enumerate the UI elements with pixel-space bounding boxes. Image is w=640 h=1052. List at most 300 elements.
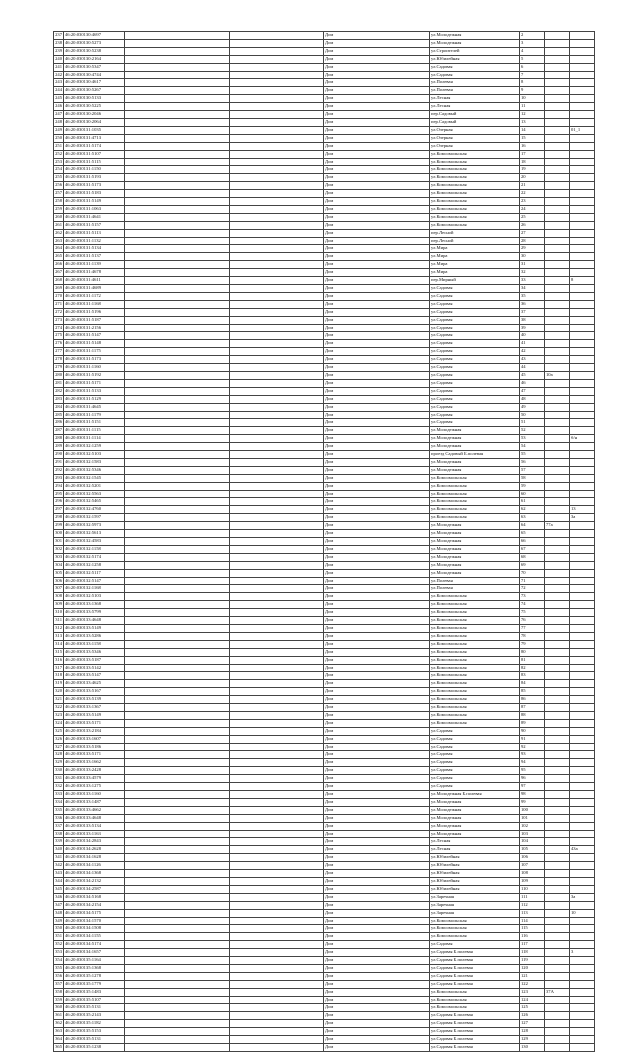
street: ул.Садовая: [430, 411, 520, 419]
house-number: 59: [520, 482, 545, 490]
extra-cell: [545, 95, 570, 103]
note-cell: [570, 166, 595, 174]
blank-cell: [125, 237, 230, 245]
blank-cell: [125, 364, 230, 372]
cadastral-number: 46:20:030131:1115: [64, 427, 125, 435]
extra-cell: [545, 324, 570, 332]
blank-cell: [230, 862, 324, 870]
street: ул.Строителей: [430, 47, 520, 55]
table-row: [54, 213, 595, 221]
house-number: 55: [520, 451, 545, 459]
note-cell: [570, 490, 595, 498]
blank-cell: [230, 949, 324, 957]
note-cell: [570, 538, 595, 546]
street: ул.Садовая: [430, 71, 520, 79]
note-cell: [570, 118, 595, 126]
extra-cell: [545, 379, 570, 387]
house-number: 105: [520, 846, 545, 854]
cadastral-number: 46:20:030130:2164: [64, 55, 125, 63]
blank-cell: [125, 166, 230, 174]
table-row: [54, 885, 595, 893]
cadastral-number: 46:20:030134:2843: [64, 838, 125, 846]
house-number: 129: [520, 1036, 545, 1044]
blank-cell: [230, 561, 324, 569]
house-number: 7: [520, 71, 545, 79]
object-type: Дом: [324, 522, 430, 530]
note-cell: [570, 292, 595, 300]
object-type: Дом: [324, 300, 430, 308]
blank-cell: [230, 245, 324, 253]
house-number: 39: [520, 324, 545, 332]
house-number: 16: [520, 142, 545, 150]
blank-cell: [125, 229, 230, 237]
row-number: 283: [54, 395, 64, 403]
table-row: [54, 514, 595, 522]
cadastral-number: 46:20:030131:5173: [64, 356, 125, 364]
table-row: [54, 245, 595, 253]
row-number: 318: [54, 672, 64, 680]
house-number: 114: [520, 917, 545, 925]
row-number: 260: [54, 213, 64, 221]
object-type: Дом: [324, 727, 430, 735]
object-type: Дом: [324, 870, 430, 878]
note-cell: [570, 182, 595, 190]
cadastral-number: 46:20:030133:5139: [64, 696, 125, 704]
table-row: [54, 711, 595, 719]
object-type: Дом: [324, 32, 430, 40]
cadastral-number: 46:20:030131:4641: [64, 213, 125, 221]
row-number: 307: [54, 585, 64, 593]
blank-cell: [230, 632, 324, 640]
house-number: 17: [520, 150, 545, 158]
row-number: 313: [54, 632, 64, 640]
row-number: 254: [54, 166, 64, 174]
blank-cell: [230, 1028, 324, 1036]
house-number: 102: [520, 822, 545, 830]
cadastral-number: 46:20:030131:5113: [64, 229, 125, 237]
row-number: 316: [54, 656, 64, 664]
street: пер.Садовый: [430, 118, 520, 126]
object-type: Дом: [324, 553, 430, 561]
house-number: 74: [520, 601, 545, 609]
extra-cell: [545, 198, 570, 206]
object-type: Дом: [324, 458, 430, 466]
table-row: [54, 324, 595, 332]
cadastral-number: 46:20:030135:1278: [64, 972, 125, 980]
row-number: 258: [54, 198, 64, 206]
blank-cell: [230, 103, 324, 111]
cadastral-number: 46:20:030132:1583: [64, 458, 125, 466]
row-number: 269: [54, 285, 64, 293]
object-type: Дом: [324, 182, 430, 190]
cadastral-number: 46:20:030132:1597: [64, 514, 125, 522]
table-row: [54, 103, 595, 111]
street: ул.Садовая Б.полевая: [430, 964, 520, 972]
house-number: 109: [520, 877, 545, 885]
street: ул.Садовая: [430, 308, 520, 316]
cadastral-number: 46:20:030131:5196: [64, 308, 125, 316]
street: ул.Молодежная: [430, 569, 520, 577]
cadastral-number: 46:20:030130:5273: [64, 39, 125, 47]
object-type: Дом: [324, 901, 430, 909]
blank-cell: [125, 150, 230, 158]
register-sheet: [53, 31, 594, 1052]
blank-cell: [230, 980, 324, 988]
note-cell: [570, 933, 595, 941]
blank-cell: [125, 95, 230, 103]
cadastral-number: 46:20:030133:5171: [64, 719, 125, 727]
street: ул.Комсомольская: [430, 1004, 520, 1012]
extra-cell: [545, 150, 570, 158]
cadastral-number: 46:20:030133:4662: [64, 806, 125, 814]
street: ул.Лесная: [430, 838, 520, 846]
cadastral-number: 46:20:030133:1160: [64, 791, 125, 799]
note-cell: 3а: [570, 893, 595, 901]
street: ул.Комсомольская: [430, 711, 520, 719]
note-cell: [570, 174, 595, 182]
note-cell: [570, 767, 595, 775]
object-type: Дом: [324, 506, 430, 514]
object-type: Дом: [324, 427, 430, 435]
blank-cell: [230, 498, 324, 506]
cadastral-number: 46:20:030134:1126: [64, 862, 125, 870]
extra-cell: [545, 387, 570, 395]
table-row: [54, 1028, 595, 1036]
cadastral-number: 46:20:030132:1168: [64, 585, 125, 593]
blank-cell: [125, 142, 230, 150]
blank-cell: [230, 419, 324, 427]
house-number: 91: [520, 735, 545, 743]
blank-cell: [230, 47, 324, 55]
blank-cell: [125, 348, 230, 356]
cadastral-number: 46:20:030133:4648: [64, 814, 125, 822]
blank-cell: [125, 569, 230, 577]
table-row: [54, 980, 595, 988]
table-row: [54, 1004, 595, 1012]
street: ул.Садовая: [430, 285, 520, 293]
blank-cell: [230, 783, 324, 791]
note-cell: [570, 601, 595, 609]
house-number: 47: [520, 387, 545, 395]
house-number: 71: [520, 577, 545, 585]
row-number: 308: [54, 593, 64, 601]
note-cell: [570, 664, 595, 672]
street: ул.Садовая: [430, 403, 520, 411]
blank-cell: [125, 696, 230, 704]
note-cell: [570, 640, 595, 648]
extra-cell: [545, 901, 570, 909]
object-type: Дом: [324, 838, 430, 846]
row-number: 305: [54, 569, 64, 577]
extra-cell: [545, 63, 570, 71]
extra-cell: [545, 269, 570, 277]
object-type: Дом: [324, 530, 430, 538]
table-row: [54, 150, 595, 158]
note-cell: 13: [570, 506, 595, 514]
house-number: 31: [520, 261, 545, 269]
row-number: 331: [54, 775, 64, 783]
row-number: 297: [54, 506, 64, 514]
extra-cell: [545, 55, 570, 63]
table-row: [54, 949, 595, 957]
row-number: 246: [54, 103, 64, 111]
blank-cell: [125, 1036, 230, 1044]
cadastral-number: 46:20:030132:5103: [64, 593, 125, 601]
row-number: 364: [54, 1036, 64, 1044]
house-number: 38: [520, 316, 545, 324]
row-number: 285: [54, 411, 64, 419]
object-type: Дом: [324, 474, 430, 482]
house-number: 62: [520, 506, 545, 514]
street: ул.Юбилейная: [430, 55, 520, 63]
row-number: 286: [54, 419, 64, 427]
blank-cell: [125, 134, 230, 142]
blank-cell: [125, 775, 230, 783]
row-number: 309: [54, 601, 64, 609]
blank-cell: [230, 182, 324, 190]
house-number: 23: [520, 198, 545, 206]
extra-cell: [545, 624, 570, 632]
row-number: 266: [54, 261, 64, 269]
note-cell: [570, 150, 595, 158]
street: ул.Молодежная: [430, 427, 520, 435]
row-number: 271: [54, 300, 64, 308]
row-number: 345: [54, 885, 64, 893]
extra-cell: [545, 680, 570, 688]
blank-cell: [230, 435, 324, 443]
extra-cell: [545, 253, 570, 261]
object-type: Дом: [324, 846, 430, 854]
note-cell: [570, 371, 595, 379]
blank-cell: [125, 530, 230, 538]
table-row: [54, 166, 595, 174]
table-row: [54, 118, 595, 126]
extra-cell: 10а: [545, 371, 570, 379]
blank-cell: [230, 822, 324, 830]
blank-cell: [230, 229, 324, 237]
note-cell: [570, 458, 595, 466]
house-number: 19: [520, 166, 545, 174]
cadastral-number: 46:20:030131:5193: [64, 174, 125, 182]
blank-cell: [230, 332, 324, 340]
house-number: 123: [520, 988, 545, 996]
table-row: [54, 32, 595, 40]
extra-cell: [545, 838, 570, 846]
object-type: Дом: [324, 411, 430, 419]
extra-cell: [545, 822, 570, 830]
extra-cell: [545, 783, 570, 791]
row-number: 335: [54, 806, 64, 814]
object-type: Дом: [324, 134, 430, 142]
blank-cell: [125, 688, 230, 696]
object-type: Дом: [324, 213, 430, 221]
blank-cell: [230, 1004, 324, 1012]
house-number: 21: [520, 182, 545, 190]
cadastral-number: 46:20:030134:2628: [64, 846, 125, 854]
cadastral-number: 46:20:030134:5168: [64, 893, 125, 901]
table-row: [54, 134, 595, 142]
row-number: 323: [54, 711, 64, 719]
blank-cell: [230, 316, 324, 324]
cadastral-number: 46:20:030132:5346: [64, 466, 125, 474]
extra-cell: [545, 617, 570, 625]
row-number: 341: [54, 854, 64, 862]
blank-cell: [125, 949, 230, 957]
note-cell: [570, 822, 595, 830]
blank-cell: [230, 743, 324, 751]
extra-cell: [545, 561, 570, 569]
row-number: 359: [54, 996, 64, 1004]
cadastral-number: 46:20:030131:1035: [64, 126, 125, 134]
blank-cell: [230, 1036, 324, 1044]
blank-cell: [125, 798, 230, 806]
row-number: 237: [54, 32, 64, 40]
blank-cell: [125, 972, 230, 980]
street: ул.Молодежная: [430, 553, 520, 561]
row-number: 348: [54, 909, 64, 917]
table-row: [54, 142, 595, 150]
street: ул.Молодежная: [430, 32, 520, 40]
extra-cell: [545, 126, 570, 134]
street: пер.Мирный: [430, 277, 520, 285]
house-number: 99: [520, 798, 545, 806]
row-number: 298: [54, 514, 64, 522]
street: ул.Садовая Б.полевая: [430, 980, 520, 988]
extra-cell: [545, 47, 570, 55]
row-number: 312: [54, 624, 64, 632]
table-row: [54, 806, 595, 814]
cadastral-number: 46:20:030130:2064: [64, 118, 125, 126]
cadastral-number: 46:20:030135:5131: [64, 1036, 125, 1044]
note-cell: [570, 158, 595, 166]
object-type: Дом: [324, 569, 430, 577]
cadastral-number: 46:20:030133:5186: [64, 743, 125, 751]
blank-cell: [230, 514, 324, 522]
street: ул.Садовая: [430, 316, 520, 324]
row-number: 291: [54, 458, 64, 466]
object-type: Дом: [324, 340, 430, 348]
blank-cell: [125, 324, 230, 332]
object-type: Дом: [324, 1028, 430, 1036]
extra-cell: [545, 221, 570, 229]
street: ул.Комсомольская: [430, 617, 520, 625]
cadastral-number: 46:20:030135:1182: [64, 1020, 125, 1028]
object-type: Дом: [324, 988, 430, 996]
object-type: Дом: [324, 277, 430, 285]
blank-cell: [230, 300, 324, 308]
blank-cell: [230, 877, 324, 885]
note-cell: [570, 395, 595, 403]
house-number: 107: [520, 862, 545, 870]
object-type: Дом: [324, 593, 430, 601]
blank-cell: [125, 704, 230, 712]
street: ул.Комсомольская: [430, 221, 520, 229]
street: ул.Садовая: [430, 292, 520, 300]
note-cell: [570, 996, 595, 1004]
blank-cell: [125, 925, 230, 933]
cadastral-number: 46:20:030132:5174: [64, 553, 125, 561]
object-type: Дом: [324, 205, 430, 213]
blank-cell: [230, 617, 324, 625]
house-number: 90: [520, 727, 545, 735]
object-type: Дом: [324, 419, 430, 427]
extra-cell: [545, 545, 570, 553]
extra-cell: [545, 364, 570, 372]
cadastral-number: 46:20:030130:4617: [64, 79, 125, 87]
blank-cell: [230, 277, 324, 285]
note-cell: [570, 87, 595, 95]
cadastral-number: 46:20:030132:5147: [64, 577, 125, 585]
object-type: Дом: [324, 877, 430, 885]
extra-cell: [545, 506, 570, 514]
blank-cell: [125, 458, 230, 466]
note-cell: [570, 466, 595, 474]
house-number: 128: [520, 1028, 545, 1036]
row-number: 306: [54, 577, 64, 585]
house-number: 66: [520, 538, 545, 546]
cadastral-number: 46:20:030131:5137: [64, 253, 125, 261]
note-cell: [570, 885, 595, 893]
note-cell: [570, 561, 595, 569]
row-number: 289: [54, 443, 64, 451]
street: ул.Комсомольская: [430, 640, 520, 648]
table-row: [54, 822, 595, 830]
blank-cell: [125, 941, 230, 949]
extra-cell: [545, 182, 570, 190]
blank-cell: [230, 530, 324, 538]
blank-cell: [230, 95, 324, 103]
extra-cell: [545, 846, 570, 854]
house-number: 130: [520, 1044, 545, 1052]
cadastral-number: 46:20:030132:5563: [64, 490, 125, 498]
table-row: [54, 87, 595, 95]
note-cell: [570, 877, 595, 885]
street: ул.Юбилейная: [430, 862, 520, 870]
blank-cell: [125, 427, 230, 435]
blank-cell: [125, 759, 230, 767]
extra-cell: [545, 775, 570, 783]
row-number: 239: [54, 47, 64, 55]
street: ул.Садовая Б.полевая: [430, 1044, 520, 1052]
house-number: 117: [520, 941, 545, 949]
blank-cell: [125, 593, 230, 601]
row-number: 259: [54, 205, 64, 213]
cadastral-number: 46:20:030134:5174: [64, 941, 125, 949]
street: ул.Мира: [430, 253, 520, 261]
row-number: 295: [54, 490, 64, 498]
extra-cell: [545, 759, 570, 767]
table-row: [54, 174, 595, 182]
extra-cell: [545, 277, 570, 285]
house-number: 52: [520, 427, 545, 435]
street: ул.Полевая: [430, 87, 520, 95]
extra-cell: [545, 451, 570, 459]
blank-cell: [125, 451, 230, 459]
street: ул.Садовая Б.полевая: [430, 1036, 520, 1044]
table-row: [54, 870, 595, 878]
house-number: 77: [520, 624, 545, 632]
blank-cell: [230, 735, 324, 743]
register-table: [53, 31, 595, 1052]
cadastral-number: 46:20:030131:1150: [64, 166, 125, 174]
table-row: [54, 798, 595, 806]
cadastral-number: 46:20:030132:5465: [64, 498, 125, 506]
blank-cell: [125, 814, 230, 822]
blank-cell: [125, 672, 230, 680]
extra-cell: 37А: [545, 988, 570, 996]
blank-cell: [125, 617, 230, 625]
blank-cell: [125, 862, 230, 870]
